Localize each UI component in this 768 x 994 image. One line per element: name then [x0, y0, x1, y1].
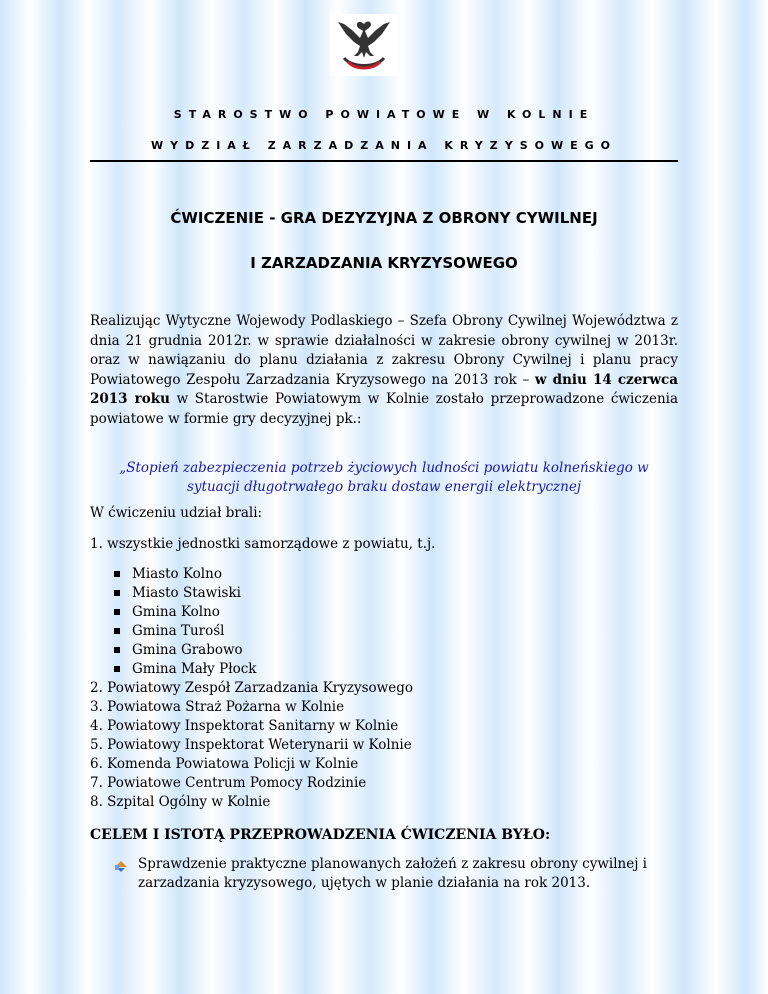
bullet-square-icon	[114, 666, 120, 672]
exercise-name-quote	[90, 459, 678, 497]
quote-line1: „Stopień zabezpieczenia potrzeb życiowych ludności powiatu kolneńskiego w	[119, 460, 649, 476]
goal-item	[138, 855, 647, 893]
list-item: 6. Komenda Powiatowa Policji w Kolnie	[90, 756, 359, 772]
participants-intro: W ćwiczeniu udział brali:	[90, 505, 263, 521]
list-item: 7. Powiatowe Centrum Pomocy Rodzinie	[90, 775, 367, 791]
quote-line2: sytuacji długotrwałego braku dostaw energii elektrycznej	[186, 479, 582, 495]
list-item: 8. Szpital Ogólny w Kolnie	[90, 794, 271, 810]
goal-item-line2: zarzadzania kryzysowego, ujętych w planie działania na rok 2013.	[138, 875, 591, 891]
list-item: Miasto Stawiski	[114, 585, 241, 601]
bullet-square-icon	[114, 647, 120, 653]
list-item: 2. Powiatowy Zespół Zarzadzania Kryzysowego	[90, 680, 413, 696]
intro-paragraph	[90, 312, 678, 430]
list-item: Gmina Kolno	[114, 604, 220, 620]
goal-arrow-icon	[114, 857, 128, 876]
bullet-square-icon	[114, 609, 120, 615]
document-title-line1: ĆWICZENIE - GRA DEZYZYJNA Z OBRONY CYWILNEJ	[170, 209, 598, 227]
participants-item-1: 1. wszystkie jednostki samorządowe z powiatu, t.j.	[90, 536, 436, 552]
list-item: 5. Powiatowy Inspektorat Weterynarii w Kolnie	[90, 737, 412, 753]
goal-item-line1: Sprawdzenie praktyczne planowanych założeń z zakresu obrony cywilnej i	[138, 856, 647, 872]
header-office-name: STAROSTWO POWIATOWE W KOLNIE	[173, 108, 595, 121]
list-item: Miasto Kolno	[114, 566, 222, 582]
bullet-square-icon	[114, 590, 120, 596]
list-item: Gmina Grabowo	[114, 642, 243, 658]
eagle-emblem-logo	[330, 14, 398, 76]
header-department-name: WYDZIAŁ ZARZADZANIA KRYZYSOWEGO	[150, 139, 617, 152]
intro-date-bold: w dniu 14 czerwca 2013 roku	[90, 371, 679, 408]
document-title-line2: I ZARZADZANIA KRYZYSOWEGO	[250, 254, 518, 272]
intro-text-part2: w Starostwie Powiatowym w Kolnie zostało przeprowadzone ćwiczenia powiatowe w formie gry decyzyjnej pk.:	[90, 391, 678, 427]
bullet-square-icon	[114, 628, 120, 634]
intro-text-part1: Realizując Wytyczne Wojewody Podlaskiego – Szefa Obrony Cywilnej Województwa z dnia 21 grudnia 2012r. w sprawie działalności w zakresie obrony cywilnej w 2013r. oraz w nawiązaniu do planu działania z zakresu Obrony Cywilnej i planu pracy Powiatowego Zespołu Zarzadzania Kryzysowego na 2013 rok –	[90, 313, 678, 388]
list-item: 4. Powiatowy Inspektorat Sanitarny w Kolnie	[90, 718, 399, 734]
list-item: 3. Powiatowa Straż Pożarna w Kolnie	[90, 699, 345, 715]
goal-heading: CELEM I ISTOTĄ PRZEPROWADZENIA ĆWICZENIA BYŁO:	[90, 827, 551, 843]
list-item: Gmina Turośl	[114, 623, 224, 639]
header-divider	[90, 160, 678, 162]
list-item: Gmina Mały Płock	[114, 661, 256, 677]
bullet-square-icon	[114, 571, 120, 577]
